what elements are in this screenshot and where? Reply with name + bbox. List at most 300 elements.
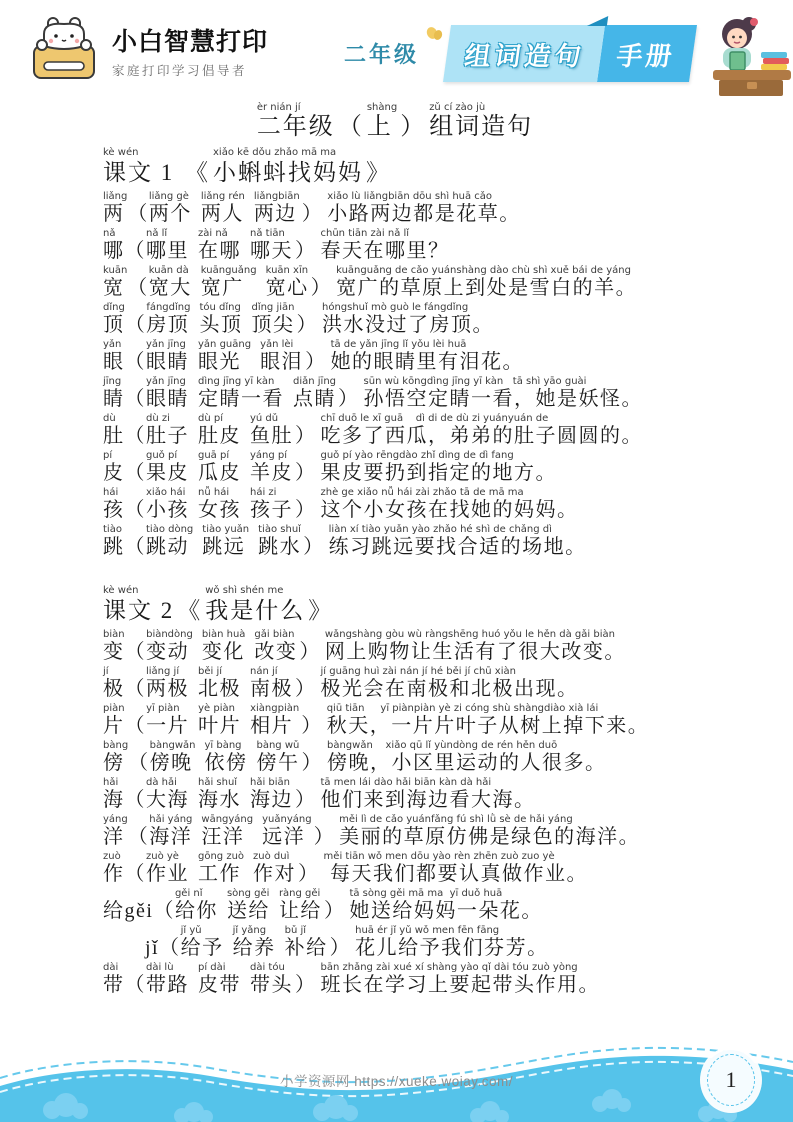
pinyin: nán jí: [250, 666, 278, 677]
ruby-segment: [103, 814, 128, 849]
pinyin: [127, 191, 149, 203]
ruby-segment: [250, 228, 293, 263]
pinyin: [125, 851, 147, 863]
ruby-segment: [146, 851, 189, 886]
pinyin: [177, 585, 202, 597]
hanzi: 眼睛: [146, 351, 189, 373]
pinyin: [125, 413, 147, 425]
entry-row: [103, 814, 765, 849]
hanzi: 她送给妈妈一朵花。: [349, 900, 543, 922]
hanzi: 跳: [103, 536, 125, 558]
ruby-segment: [400, 102, 426, 141]
ruby-segment: [198, 851, 244, 886]
hanzi: （: [124, 863, 146, 885]
pinyin: jīng: [103, 376, 122, 387]
hanzi: 眼光: [198, 351, 241, 373]
hanzi: 春天在哪里？: [320, 240, 450, 262]
pinyin: [295, 228, 317, 240]
entry-row: [103, 962, 765, 997]
hanzi: 洪水没过了房顶。: [321, 314, 494, 336]
pinyin: yú dǔ: [250, 413, 279, 424]
hanzi: 改变: [254, 641, 298, 663]
pinyin: ràng gěi: [278, 888, 321, 899]
pinyin: biàndòng: [146, 629, 193, 640]
ruby-segment: [254, 629, 297, 664]
ruby-segment: [103, 147, 182, 186]
hanzi: （: [124, 678, 146, 700]
ruby-segment: [146, 302, 190, 337]
hanzi: 宽: [103, 277, 125, 299]
ruby-segment: [321, 228, 450, 263]
pinyin: huā ér jǐ yǔ wǒ men fēn fāng: [355, 925, 500, 936]
ruby-segment: [125, 962, 147, 997]
pinyin: [295, 666, 317, 678]
ruby-segment: [146, 413, 189, 448]
pinyin: kuān: [103, 265, 128, 276]
hanzi: 两: [103, 203, 125, 225]
pinyin: [153, 888, 175, 900]
pinyin: gōng zuò: [198, 851, 245, 862]
hanzi: （: [159, 937, 181, 959]
logo-title: 小白智慧打印: [112, 27, 269, 56]
ruby-segment: [103, 265, 127, 300]
pinyin: [103, 888, 153, 900]
hanzi: 头顶: [199, 314, 243, 336]
ruby-segment: [295, 450, 317, 485]
pinyin: [296, 302, 318, 314]
ruby-segment: [103, 777, 125, 812]
ruby-segment: [198, 376, 284, 411]
ruby-segment: [198, 228, 241, 263]
entry-row: [103, 851, 765, 886]
hanzi: 组词造句: [429, 114, 534, 140]
pinyin: zuò yè: [146, 851, 179, 862]
ruby-segment: [125, 703, 147, 738]
ruby-segment: [295, 777, 317, 812]
pinyin: [338, 376, 360, 388]
pinyin: tiào dòng: [146, 524, 194, 535]
pinyin: biàn huà: [201, 629, 246, 640]
ruby-segment: [198, 703, 241, 738]
ruby-segment: [256, 740, 299, 775]
ruby-segment: [146, 524, 193, 559]
ruby-segment: [125, 339, 147, 374]
hanzi: 点睛: [293, 388, 336, 410]
ruby-segment: [103, 339, 125, 374]
ruby-segment: [327, 703, 650, 738]
ruby-segment: [233, 925, 276, 960]
pinyin: fángdǐng: [146, 302, 191, 313]
page-number: 1: [725, 1067, 737, 1092]
pinyin: tóu dǐng: [199, 302, 241, 313]
hanzi: ）: [295, 462, 317, 484]
pinyin: sòng gěi: [226, 888, 270, 899]
ruby-segment: [330, 925, 352, 960]
ruby-segment: [201, 814, 253, 849]
hanzi: 顶尖: [251, 314, 295, 336]
pinyin: bàngwǎn: [149, 740, 196, 751]
lesson-section: [103, 147, 765, 559]
ruby-segment: [308, 585, 333, 624]
pinyin: kuānguǎng: [200, 265, 257, 276]
pinyin: [366, 147, 391, 159]
ruby-segment: [329, 524, 587, 559]
ruby-segment: [336, 265, 637, 300]
ruby-segment: [127, 191, 149, 226]
ruby-segment: [279, 888, 322, 923]
pinyin: liǎng gè: [148, 191, 189, 202]
pinyin: hái: [103, 487, 119, 498]
hanzi: 送给: [226, 900, 270, 922]
ruby-segment: [103, 666, 125, 701]
hanzi: （: [124, 641, 147, 663]
pinyin: hǎi: [103, 777, 119, 788]
ruby-segment: [201, 265, 257, 300]
hanzi: （: [124, 974, 146, 996]
ruby-segment: [321, 962, 601, 997]
pinyin: [295, 777, 317, 789]
ruby-segment: [293, 376, 336, 411]
ruby-segment: [103, 376, 125, 411]
grade-label: 二年级: [343, 41, 419, 67]
ruby-segment: [251, 302, 294, 337]
entry-row: [103, 228, 765, 263]
ruby-segment: [295, 962, 317, 997]
hanzi: 果皮要扔到指定的地方。: [320, 462, 557, 484]
lesson-content: [0, 147, 793, 997]
hanzi: （: [128, 752, 150, 774]
pinyin: [125, 703, 147, 715]
footer-source-line: [0, 1070, 793, 1090]
ruby-segment: [321, 487, 579, 522]
pinyin: guǒ pí: [146, 450, 178, 461]
pinyin: dǐng: [103, 302, 125, 313]
hanzi: （: [127, 277, 149, 299]
pinyin: dù pí: [198, 413, 223, 424]
hanzi: （: [124, 499, 146, 521]
ruby-segment: [149, 191, 192, 226]
pinyin: zuò: [103, 851, 121, 862]
pinyin: bǔ jǐ: [284, 925, 307, 936]
pinyin: [295, 450, 317, 462]
ruby-segment: [314, 814, 336, 849]
pinyin: kuānguǎng de cǎo yuánshàng dào chù shì xuě bái de yáng: [336, 265, 631, 276]
ruby-segment: [103, 450, 125, 485]
ruby-segment: [125, 450, 147, 485]
pinyin: xiàngpiàn: [250, 703, 300, 714]
ruby-segment: [146, 777, 189, 812]
entry-row: [103, 339, 765, 374]
brand-logo: [28, 14, 268, 86]
ruby-segment: [153, 888, 175, 923]
ruby-segment: [125, 487, 147, 522]
hanzi: 给养: [232, 937, 276, 959]
ruby-segment: [103, 524, 125, 559]
pinyin: tiào shuǐ: [258, 524, 301, 535]
hanzi: 他们来到海边看大海。: [320, 789, 536, 811]
pinyin: dài tóu: [250, 962, 285, 973]
pinyin: [295, 413, 317, 425]
hanzi: 美丽的草原仿佛是绿色的海洋。: [339, 826, 641, 848]
hanzi: 果皮: [146, 462, 189, 484]
pinyin: chī duō le xī guā dì di de dù zi yuányuán de: [320, 413, 549, 424]
hanzi: （: [124, 314, 147, 336]
ruby-segment: [125, 524, 147, 559]
entry-row: [103, 265, 765, 300]
title-row: [0, 102, 793, 141]
pinyin: gǎi biàn: [254, 629, 295, 640]
pinyin: měi tiān wǒ men dōu yào rèn zhēn zuò zuo yè: [323, 851, 555, 862]
pinyin: nǎ lǐ: [146, 228, 168, 239]
pinyin: yī piàn: [146, 703, 180, 714]
page-footer: [0, 1042, 793, 1122]
entry-row: [103, 666, 765, 701]
ruby-segment: [295, 413, 317, 448]
ruby-segment: [146, 339, 189, 374]
hanzi: 我是什么: [205, 598, 306, 623]
pinyin: dìng jīng yī kàn: [198, 376, 275, 387]
pinyin: [303, 524, 325, 536]
ruby-segment: [146, 703, 189, 738]
ruby-segment: [150, 740, 196, 775]
pinyin: sūn wù kōngdìng jīng yī kàn tā shì yāo guài: [363, 376, 587, 387]
ruby-segment: [103, 191, 127, 226]
pinyin: tā sòng gěi mā ma yī duǒ huā: [349, 888, 503, 899]
ruby-segment: [321, 666, 579, 701]
pinyin: chūn tiān zài nǎ lǐ: [320, 228, 410, 239]
hanzi: 带头: [250, 974, 293, 996]
lesson-section: [103, 585, 765, 997]
hanzi: 定睛一看: [198, 388, 284, 410]
ruby-segment: [103, 302, 125, 337]
hanzi: （: [127, 203, 149, 225]
ruby-segment: [198, 413, 241, 448]
hanzi: 补给: [284, 937, 328, 959]
ruby-segment: [198, 777, 241, 812]
ruby-segment: [301, 740, 323, 775]
hanzi: 让给: [278, 900, 322, 922]
ruby-segment: [295, 666, 317, 701]
hanzi: 相片: [250, 715, 294, 737]
hanzi: ）: [295, 425, 317, 447]
pinyin: [125, 302, 147, 314]
hanzi: 她的眼睛里有泪花。: [330, 351, 525, 373]
ruby-segment: [364, 376, 644, 411]
hanzi: 两边: [253, 203, 297, 225]
pinyin: dǐng jiān: [251, 302, 295, 313]
hanzi: ）: [298, 863, 320, 885]
entry-row: [103, 524, 765, 559]
hanzi: ）: [301, 752, 323, 774]
pinyin: [299, 629, 321, 641]
hanzi: 变: [103, 641, 125, 663]
entry-row: [103, 629, 765, 664]
pinyin: liǎng rén: [200, 191, 245, 202]
pinyin: [128, 814, 150, 826]
page-header: [0, 0, 793, 100]
entry-row: [103, 888, 765, 923]
hanzi: 孙悟空定睛一看，她是妖怪。: [363, 388, 644, 410]
ruby-segment: [327, 191, 521, 226]
hanzi: 瓜皮: [198, 462, 241, 484]
ruby-segment: [128, 814, 150, 849]
ruby-segment: [103, 888, 153, 923]
pinyin: dà hǎi: [146, 777, 177, 788]
pinyin: [125, 666, 147, 678]
pinyin: jí guāng huì zài nán jí hé běi jí chū xiàn: [320, 666, 516, 677]
pinyin: liàn xí tiào yuǎn yào zhǎo hé shì de chǎng dì: [328, 524, 552, 535]
hanzi: 皮带: [198, 974, 241, 996]
entry-row: [103, 740, 765, 775]
pinyin: hóngshuǐ mò guò le fángdǐng: [321, 302, 469, 313]
ruby-segment: [205, 585, 305, 624]
ruby-segment: [103, 585, 174, 624]
pinyin: [311, 265, 333, 277]
ruby-segment: [103, 851, 125, 886]
hanzi: 南极: [250, 678, 293, 700]
pinyin: [125, 376, 147, 388]
pinyin: [330, 925, 352, 937]
ruby-segment: [177, 585, 202, 624]
ruby-segment: [250, 666, 293, 701]
ruby-segment: [125, 413, 147, 448]
hanzi: 肚: [103, 425, 125, 447]
ruby-segment: [321, 450, 558, 485]
ruby-segment: [146, 666, 189, 701]
ruby-segment: [299, 629, 321, 664]
pinyin: bān zhǎng zài xué xí shàng yào qǐ dài tóu zuò yòng: [320, 962, 578, 973]
pinyin: [125, 450, 147, 462]
hanzi: 网上购物让生活有了很大改变。: [324, 641, 626, 663]
ruby-segment: [146, 376, 189, 411]
pinyin: dài lù: [146, 962, 174, 973]
pinyin: hái zi: [250, 487, 277, 498]
ruby-segment: [339, 814, 640, 849]
hanzi: 带路: [146, 974, 189, 996]
ruby-segment: [125, 777, 147, 812]
page-title: [0, 102, 793, 141]
pinyin: piàn: [103, 703, 125, 714]
pinyin: měi lì de cǎo yuánfǎng fú shì lǜ sè de hǎi yáng: [339, 814, 573, 825]
entry-row: [103, 777, 765, 812]
hanzi: 给gěi: [103, 900, 154, 922]
entry-row: [103, 487, 765, 522]
hanzi: ）: [400, 114, 427, 140]
hanzi: ）: [296, 314, 318, 336]
hanzi: ）: [310, 277, 333, 299]
hanzi: 小路两边都是花草。: [327, 203, 521, 225]
logo-subtitle: 家庭打印学习倡导者: [112, 63, 248, 78]
pinyin: tā de yǎn jīng lǐ yǒu lèi huā: [330, 339, 467, 350]
ruby-segment: [127, 265, 149, 300]
ruby-segment: [258, 524, 301, 559]
pinyin: nǎ tiān: [250, 228, 285, 239]
hanzi: 作业: [146, 863, 189, 885]
hanzi: 两个: [148, 203, 192, 225]
hanzi: 极光会在南极和北极出现。: [320, 678, 579, 700]
ruby-segment: [198, 450, 241, 485]
pinyin: hǎi yáng: [149, 814, 193, 825]
hanzi: 女孩: [198, 499, 241, 521]
ruby-segment: [302, 191, 324, 226]
hanzi: 宽心: [265, 277, 309, 299]
hanzi: 两人: [200, 203, 244, 225]
pinyin: [125, 962, 147, 974]
ruby-segment: [262, 814, 311, 849]
pinyin: pí dài: [198, 962, 226, 973]
ruby-segment: [295, 487, 317, 522]
pinyin: kuān xīn: [265, 265, 309, 276]
pinyin: [301, 740, 323, 752]
pinyin: yǎn jīng: [146, 376, 186, 387]
hanzi: ）: [301, 715, 323, 737]
hanzi: 房顶: [146, 314, 190, 336]
heading-row: [103, 147, 765, 186]
ruby-segment: [250, 487, 293, 522]
hanzi: （: [124, 388, 146, 410]
hanzi: ）: [301, 203, 324, 225]
pinyin: bàng: [103, 740, 129, 751]
pinyin: wǎngshàng gòu wù ràngshēng huó yǒu le hěn dà gǎi biàn: [324, 629, 615, 640]
hanzi: 洋: [103, 826, 125, 848]
pinyin: liǎngbiān: [253, 191, 300, 202]
entry-row: [103, 413, 765, 448]
banner-sub: 手册: [597, 25, 697, 82]
pinyin: èr nián jí: [256, 102, 301, 113]
butterfly-icon: [425, 26, 445, 49]
ruby-segment: [199, 302, 242, 337]
pinyin: bàng wǔ: [256, 740, 300, 751]
ruby-segment: [149, 265, 192, 300]
pinyin: yǎn guāng: [198, 339, 252, 350]
hanzi: 北极: [198, 678, 241, 700]
header-right: [344, 10, 793, 96]
hanzi: 海水: [198, 789, 241, 811]
pinyin: guǒ pí yào rēngdào zhǐ dìng de dì fang: [320, 450, 514, 461]
pinyin: [185, 147, 210, 159]
ruby-segment: [324, 888, 346, 923]
hanzi: 汪洋: [201, 826, 245, 848]
pinyin: qiū tiān yī piànpiàn yè zi cóng shù shàngdiào xià lái: [326, 703, 599, 714]
pinyin: tiào: [103, 524, 122, 535]
hanzi: 顶: [103, 314, 125, 336]
pinyin: [301, 703, 323, 715]
hanzi: 《: [185, 160, 210, 185]
pinyin: [305, 339, 327, 351]
pinyin: hǎi biān: [250, 777, 291, 788]
hanzi: （: [124, 715, 147, 737]
pinyin: [159, 925, 181, 937]
pinyin: kuān dà: [148, 265, 189, 276]
hanzi: 依傍: [204, 752, 248, 774]
ruby-segment: [198, 487, 241, 522]
pinyin: hǎi shuǐ: [198, 777, 238, 788]
ruby-segment: [145, 925, 159, 960]
pinyin: [125, 228, 147, 240]
pinyin: [302, 191, 324, 203]
ruby-segment: [295, 228, 317, 263]
hanzi: 孩: [103, 499, 125, 521]
pinyin: xiǎo lù liǎngbiān dōu shì huā cǎo: [327, 191, 493, 202]
pinyin: [314, 814, 336, 826]
pinyin: jǐ yǔ: [180, 925, 202, 936]
entry-row: [103, 703, 765, 738]
ruby-segment: [331, 339, 525, 374]
ruby-segment: [202, 629, 246, 664]
hanzi: 变化: [201, 641, 245, 663]
ruby-segment: [257, 102, 335, 141]
hanzi: 一片: [146, 715, 190, 737]
